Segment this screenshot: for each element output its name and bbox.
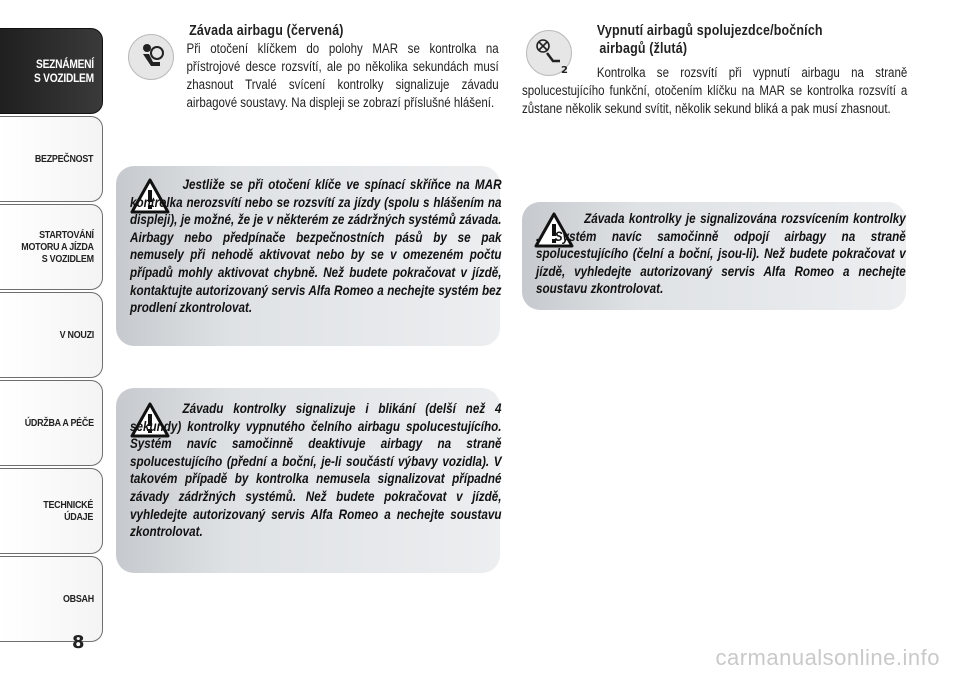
page-number: 8 xyxy=(72,632,85,653)
right-body: Kontrolka se rozsvítí při vypnutí airbagu na straně spolucestujícího funkční, otočením klíčku na MAR se kontrolka rozsvítí a zůstane několik sekund svítit, několik sekund bliká a pak musí zhasnout. xyxy=(522,65,908,116)
tab-label: ÚDRŽBA A PÉČE xyxy=(24,417,94,429)
tab-v-nouzi[interactable] xyxy=(0,292,103,378)
warning-text-2: Závadu kontrolky signalizuje i blikání (delší než 4 sekundy) kontrolky vypnutého čelního airbagu spolucestujícího. Systém navíc samočinně deaktivuje airbagy na straně spolucestujícího (přední a boční, je-li součástí výbavy vozidla). V takovém případě by kontrolka nemusela signalizovat případné závady zádržných systémů. Než budete pokračovat v jízdě, vyhledejte autorizovaný servis Alfa Romeo a nechejte soustavu zkontrolovat. xyxy=(130,401,502,540)
watermark: carmanualsonline.info xyxy=(715,645,940,670)
right-heading-2: airbagů (žlutá) xyxy=(599,41,688,57)
tab-udrzba[interactable] xyxy=(0,380,103,466)
tab-label: STARTOVÁNÍ MOTORU A JÍZDA S VOZIDLEM xyxy=(21,229,94,265)
tab-seznameni[interactable] xyxy=(0,28,103,114)
tab-label: SEZNÁMENÍ S VOZIDLEM xyxy=(33,57,94,85)
chapter-tabs xyxy=(0,28,103,644)
left-intro xyxy=(116,22,499,112)
right-heading-1: Vypnutí airbagů spolujezdce/bočních xyxy=(596,23,823,39)
left-body: Při otočení klíčkem do polohy MAR se kontrolka na přístrojové desce rozsvítí, ale po několika sekundách musí zhasnout Trvalé svícení kontrolky signalizuje závadu airbagové soustavy. Na displeji se zobrazí příslušné hlášení. xyxy=(186,41,499,110)
tab-startovani[interactable] xyxy=(0,204,103,290)
tab-obsah[interactable] xyxy=(0,556,103,642)
left-heading: Závada airbagu (červená) xyxy=(189,23,344,39)
tab-label: BEZPEČNOST xyxy=(35,153,94,165)
tab-technicke-udaje[interactable] xyxy=(0,468,103,554)
warning-text-1: Jestliže se při otočení klíče ve spínací skříňce na MAR kontrolka nerozsvítí nebo se rozsvítí za jízdy (spolu s hlášením na displeji), je možné, že je v některém ze zádržných systémů závada. Airbagy nebo předpínače bezpečnostních pásů by se pak nemusely při nehodě aktivovat nebo by se v omezeném počtu případů mohly aktivovat chybně. Než budete pokračovat v jízdě, kontaktujte autorizovaný servis Alfa Romeo a nechejte systém bez prodlení zkontrolovat. xyxy=(130,177,502,316)
warning-box-3 xyxy=(522,202,906,310)
tab-label: TECHNICKÉ ÚDAJE xyxy=(43,499,94,523)
warning-box-2 xyxy=(116,388,500,573)
svg-text:2: 2 xyxy=(561,65,568,75)
tab-bezpecnost[interactable] xyxy=(0,116,103,202)
tab-label: V NOUZI xyxy=(59,329,94,341)
warning-text-3: Závada kontrolky je signalizována rozsvícením kontrolky . Systém navíc samočinně odpojí airbagy na straně spolucestujícího (čelní a boční, jsou-li). Než budete pokračovat v jízdě, vyhledejte autorizovaný servis Alfa Romeo a nechejte soustavu zkontrolovat. xyxy=(536,211,906,297)
right-intro xyxy=(522,22,907,118)
tab-label: OBSAH xyxy=(62,593,94,605)
warning-box-1 xyxy=(116,166,500,346)
